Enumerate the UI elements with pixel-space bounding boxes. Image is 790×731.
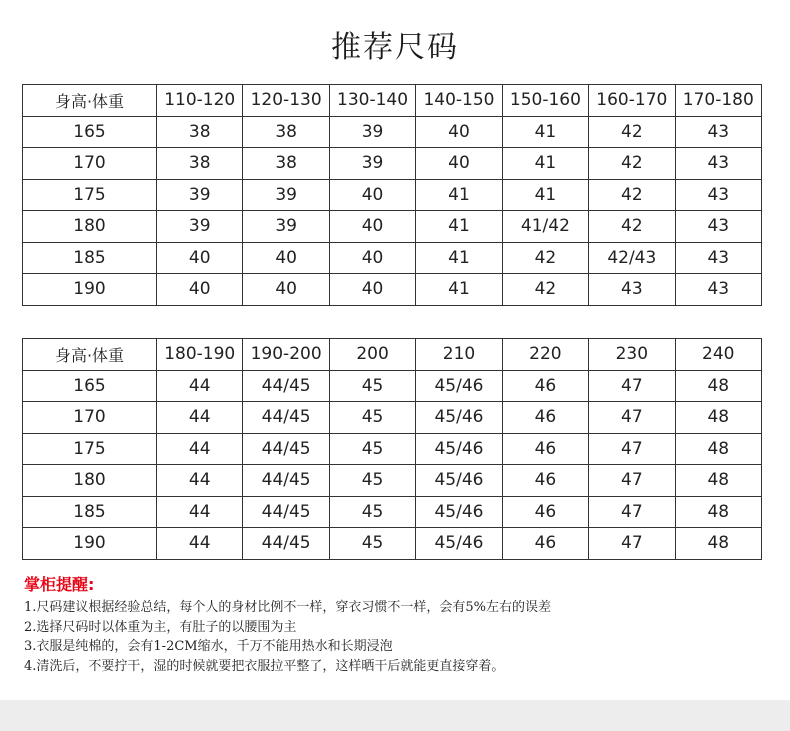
table-cell: 41 [502, 179, 588, 211]
table-cell: 47 [589, 496, 675, 528]
table-cell: 45/46 [416, 465, 502, 497]
table-cell: 41 [416, 211, 502, 243]
table-cell: 44 [157, 465, 243, 497]
table-cell: 42/43 [589, 242, 675, 274]
header-cell: 230 [589, 339, 675, 371]
table-cell: 44/45 [243, 465, 329, 497]
table-cell: 47 [589, 528, 675, 560]
table-cell: 180 [23, 211, 157, 243]
table-cell: 44 [157, 370, 243, 402]
table-cell: 43 [675, 148, 761, 180]
table-row [23, 116, 762, 148]
header-cell: 210 [416, 339, 502, 371]
table-header-row [23, 85, 762, 117]
table-cell: 45 [329, 433, 415, 465]
header-cell: 220 [502, 339, 588, 371]
table-cell: 45/46 [416, 402, 502, 434]
table-cell: 44/45 [243, 402, 329, 434]
table-cell: 48 [675, 370, 761, 402]
table-row [23, 148, 762, 180]
table-row [23, 433, 762, 465]
header-cell: 身高·体重 [23, 339, 157, 371]
table-cell: 46 [502, 433, 588, 465]
table-cell: 44/45 [243, 433, 329, 465]
table-cell: 40 [329, 242, 415, 274]
table-cell: 190 [23, 274, 157, 306]
table-cell: 48 [675, 496, 761, 528]
table-cell: 180 [23, 465, 157, 497]
table-cell: 43 [589, 274, 675, 306]
table-cell: 45 [329, 402, 415, 434]
header-cell: 190-200 [243, 339, 329, 371]
table-cell: 46 [502, 402, 588, 434]
table-cell: 38 [157, 116, 243, 148]
table-cell: 45 [329, 465, 415, 497]
size-table-1 [22, 84, 762, 306]
table-cell: 45 [329, 496, 415, 528]
table-cell: 39 [157, 211, 243, 243]
header-cell: 110-120 [157, 85, 243, 117]
footer-band [0, 700, 790, 731]
table-cell: 39 [157, 179, 243, 211]
table-row [23, 465, 762, 497]
header-cell: 150-160 [502, 85, 588, 117]
table-cell: 40 [329, 179, 415, 211]
table-cell: 45 [329, 370, 415, 402]
table-cell: 39 [243, 179, 329, 211]
table-cell: 42 [589, 116, 675, 148]
table-cell: 45/46 [416, 433, 502, 465]
table-row [23, 496, 762, 528]
table-cell: 44/45 [243, 496, 329, 528]
table-cell: 46 [502, 528, 588, 560]
table-row [23, 528, 762, 560]
table-cell: 45 [329, 528, 415, 560]
table-cell: 175 [23, 433, 157, 465]
table-cell: 48 [675, 465, 761, 497]
table-cell: 41 [416, 242, 502, 274]
table-cell: 48 [675, 433, 761, 465]
table-cell: 45/46 [416, 528, 502, 560]
table-cell: 41 [416, 274, 502, 306]
tips-title: 掌柜提醒: [24, 575, 95, 594]
header-cell: 130-140 [329, 85, 415, 117]
header-cell: 120-130 [243, 85, 329, 117]
tip-item: 1.尺码建议根据经验总结，每个人的身材比例不一样，穿衣习惯不一样，会有5%左右的误差 [24, 600, 552, 615]
table-row [23, 179, 762, 211]
table-cell: 44/45 [243, 370, 329, 402]
table-cell: 40 [416, 148, 502, 180]
table-cell: 48 [675, 402, 761, 434]
table-cell: 170 [23, 402, 157, 434]
table-cell: 40 [329, 274, 415, 306]
tip-item: 4.清洗后，不要拧干，湿的时候就要把衣服拉平整了，这样晒干后就能更直接穿着。 [24, 658, 505, 674]
table-cell: 41 [502, 116, 588, 148]
table-cell: 46 [502, 465, 588, 497]
header-cell: 160-170 [589, 85, 675, 117]
table-cell: 185 [23, 242, 157, 274]
table-cell: 38 [243, 116, 329, 148]
table-cell: 175 [23, 179, 157, 211]
table-cell: 42 [589, 148, 675, 180]
table-cell: 41 [502, 148, 588, 180]
header-cell: 170-180 [675, 85, 761, 117]
table-cell: 45/46 [416, 496, 502, 528]
table-cell: 40 [157, 242, 243, 274]
table-cell: 165 [23, 116, 157, 148]
table-cell: 47 [589, 465, 675, 497]
table-cell: 44 [157, 433, 243, 465]
table-cell: 46 [502, 496, 588, 528]
table-cell: 38 [243, 148, 329, 180]
tip-item: 3.衣服是纯棉的，会有1-2CM缩水，千万不能用热水和长期浸泡 [24, 639, 393, 654]
table-cell: 41/42 [502, 211, 588, 243]
table-cell: 42 [589, 211, 675, 243]
table-cell: 40 [157, 274, 243, 306]
table-cell: 43 [675, 179, 761, 211]
table-cell: 40 [416, 116, 502, 148]
header-cell: 180-190 [157, 339, 243, 371]
table-cell: 47 [589, 433, 675, 465]
header-cell: 200 [329, 339, 415, 371]
table-cell: 185 [23, 496, 157, 528]
tip-item: 2.选择尺码时以体重为主，有肚子的以腰围为主 [24, 619, 297, 635]
table-cell: 40 [329, 211, 415, 243]
table-row [23, 370, 762, 402]
table-row [23, 274, 762, 306]
table-cell: 170 [23, 148, 157, 180]
table-cell: 43 [675, 116, 761, 148]
table-cell: 190 [23, 528, 157, 560]
table-cell: 39 [329, 116, 415, 148]
table-cell: 43 [675, 242, 761, 274]
table-cell: 44 [157, 528, 243, 560]
table-row [23, 242, 762, 274]
table-cell: 44/45 [243, 528, 329, 560]
table-cell: 40 [243, 274, 329, 306]
table-cell: 48 [675, 528, 761, 560]
page-title: 推荐尺码 [331, 30, 459, 65]
size-table-2 [22, 338, 762, 560]
table-cell: 42 [502, 274, 588, 306]
tips-list [24, 598, 551, 676]
table-header-row [23, 339, 762, 371]
table-cell: 39 [243, 211, 329, 243]
table-cell: 41 [416, 179, 502, 211]
table-cell: 46 [502, 370, 588, 402]
table-row [23, 211, 762, 243]
table-cell: 44 [157, 496, 243, 528]
table-cell: 44 [157, 402, 243, 434]
table-cell: 43 [675, 211, 761, 243]
table-cell: 42 [589, 179, 675, 211]
table-cell: 47 [589, 402, 675, 434]
table-cell: 165 [23, 370, 157, 402]
header-cell: 240 [675, 339, 761, 371]
table-cell: 40 [243, 242, 329, 274]
header-cell: 140-150 [416, 85, 502, 117]
table-cell: 47 [589, 370, 675, 402]
table-cell: 38 [157, 148, 243, 180]
header-cell: 身高·体重 [23, 85, 157, 117]
table-cell: 43 [675, 274, 761, 306]
table-row [23, 402, 762, 434]
table-cell: 45/46 [416, 370, 502, 402]
table-cell: 39 [329, 148, 415, 180]
table-cell: 42 [502, 242, 588, 274]
